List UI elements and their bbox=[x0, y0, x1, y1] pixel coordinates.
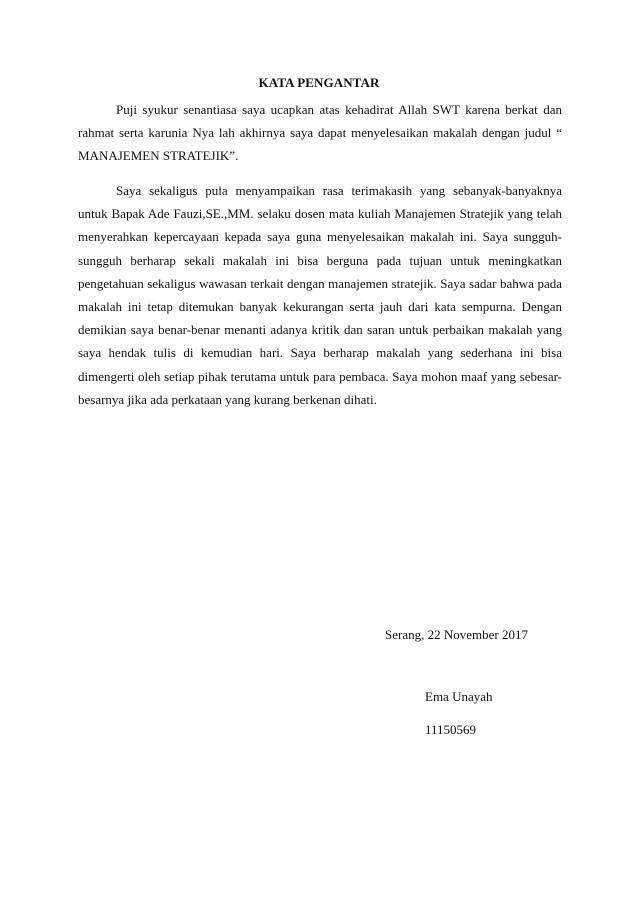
signature-name: Ema Unayah bbox=[425, 689, 493, 704]
signature-place-date: Serang, 22 November 2017 bbox=[385, 627, 528, 642]
paragraph-opening: Puji syukur senantiasa saya ucapkan atas kehadirat Allah SWT karena berkat dan rahmat serta karunia Nya lah akhirnya saya dapat menyelesaikan makalah dengan judul “ MANAJEMEN STRATEJIK”. bbox=[78, 102, 562, 164]
page-title: KATA PENGANTAR bbox=[258, 75, 380, 90]
paragraph-acknowledgement: Saya sekaligus pula menyampaikan rasa terimakasih yang sebanyak-banyaknya untuk Bapak Ade Fauzi,SE.,MM. selaku dosen mata kuliah Manajemen Stratejik yang telah menyerahkan kepercayaan kepada saya guna menyelesaikan makalah ini. Saya sungguh-sungguh berharap sekali makalah ini bisa berguna pada tujuan untuk meningkatkan pengetahuan sekaligus wawasan terkait dengan manajemen stratejik. Saya sadar bahwa pada makalah ini tetap ditemukan banyak kekurangan serta jauh dari kata sempurna. Dengan demikian saya benar-benar menanti adanya kritik dan saran untuk perbaikan makalah yang saya hendak tulis di kemudian hari. Saya berharap makalah yang sederhana ini bisa dimengerti oleh setiap pihak terutama untuk para pembaca. Saya mohon maaf yang sebesar-besarnya jika ada perkataan yang kurang berkenan dihati. bbox=[78, 183, 562, 407]
signature-student-id: 11150569 bbox=[425, 722, 477, 737]
